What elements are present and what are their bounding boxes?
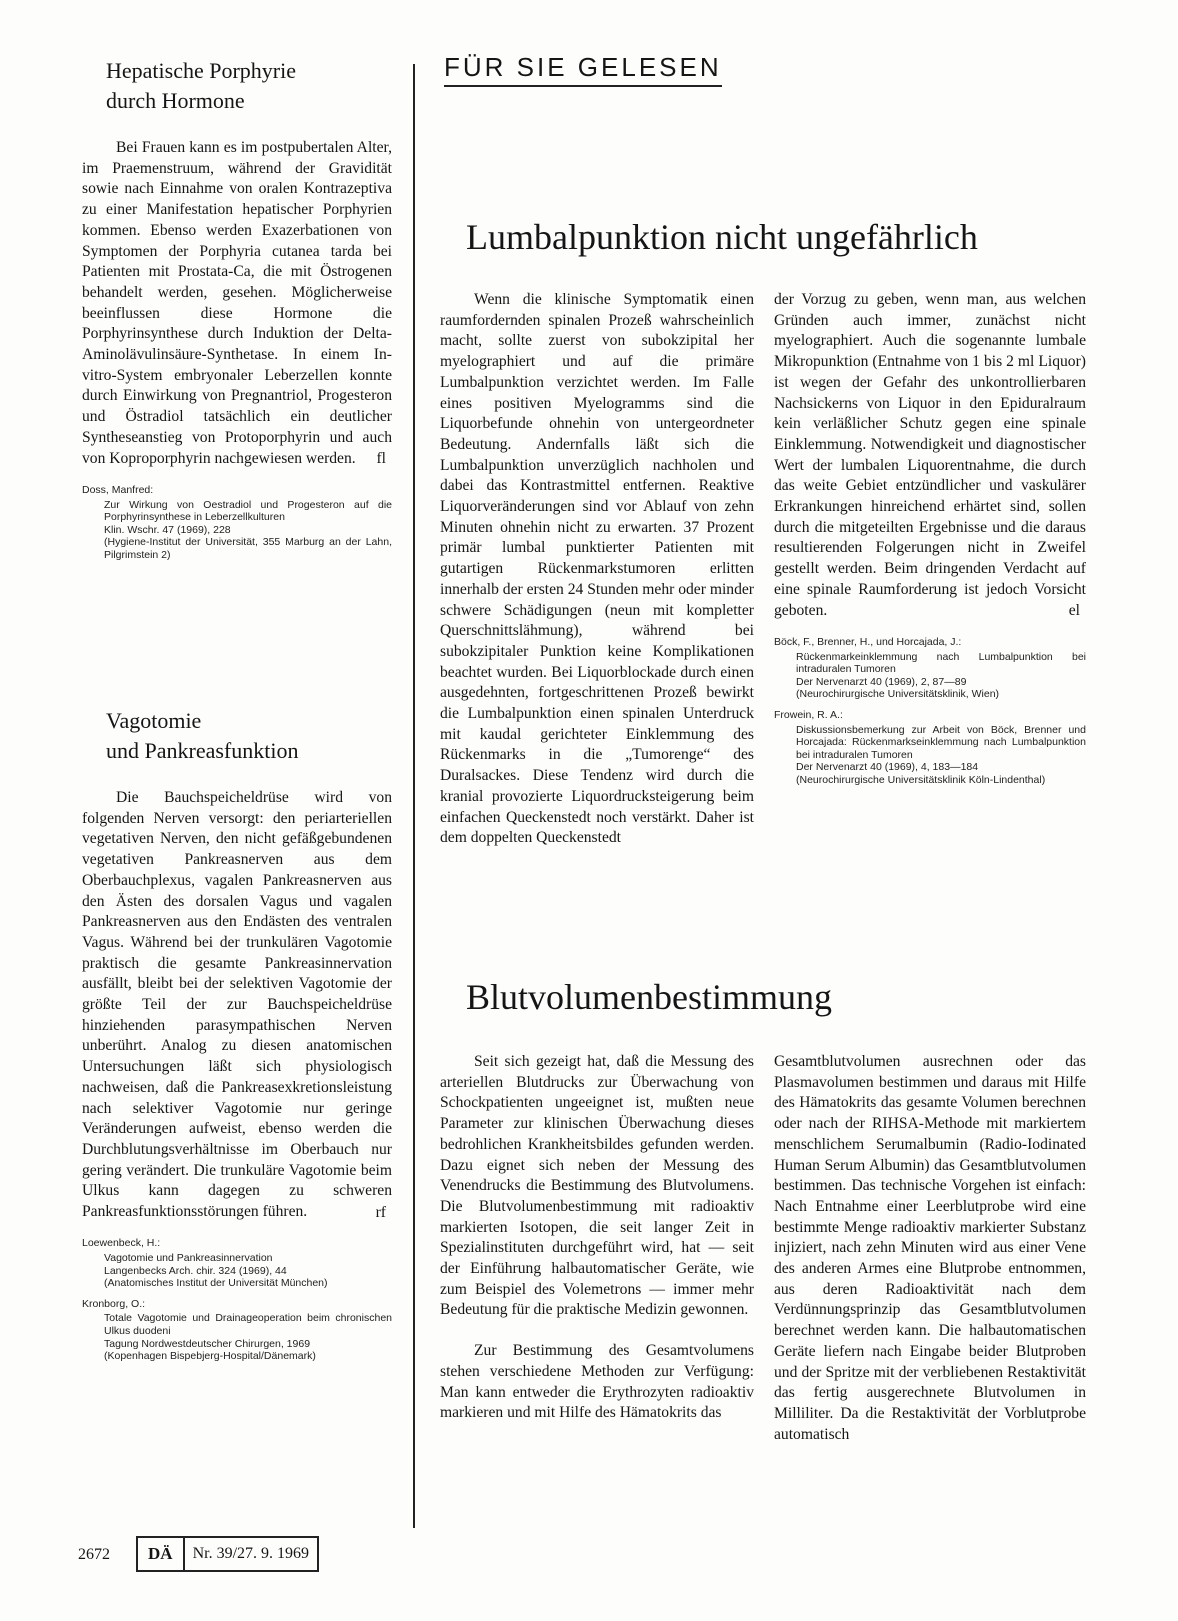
article-body-column xyxy=(440,290,754,849)
reference xyxy=(774,709,1086,787)
journal-box xyxy=(136,1536,319,1572)
references xyxy=(82,484,392,562)
journal-abbreviation: DÄ xyxy=(148,1544,173,1563)
reference-line: (Anatomisches Institut der Universität München) xyxy=(104,1277,328,1290)
author-initials: el xyxy=(1068,602,1080,620)
reference-author: Böck, F., Brenner, H., und Horcajada, J.: xyxy=(774,635,962,648)
references xyxy=(774,636,1086,787)
section-heading-underline xyxy=(444,85,722,87)
article-body xyxy=(774,290,1086,622)
article-body xyxy=(82,138,392,470)
paragraph: Bei Frauen kann es im postpubertalen Alter, im Praemenstruum, während der Gravidität sowie nach Einnahme von oralen Kontrazeptiva zu einer Manifestation hepatischer Porphyrien kommen. Ebenso werden Exazerbationen von Symptomen der Porphyria cutanea tarda bei Patienten mit Prostata-Ca, die mit Östrogenen behandelt werden, gesehen. Möglicherweise beeinflussen diese Hormone die Porphyrinsynthese durch Induktion der Delta-Aminolävulinsäure-Synthetase. In einem In-vitro-System embryonaler Leberzellen konnte durch Einwirkung von Pregnantriol, Progesteron und Östradiol tatsächlich ein deutlicher Syntheseanstieg von Protoporphyrin und auch von Koproporphyrin nachgewiesen werden. xyxy=(82,139,392,467)
title-line: Vagotomie xyxy=(106,708,202,733)
reference-line: Totale Vagotomie und Drainageoperation beim chronischen Ulkus duodeni xyxy=(104,1312,392,1338)
paragraph: Gesamtblutvolumen ausrechnen oder das Plasmavolumen bestimmen und daraus mit Hilfe des Hämatokrits das gesamte Volumen berechnen oder nach der RIHSA-Methode mit markiertem menschlichem Serumalbumin (Radio-Iodinated Human Serum Albumin) das Gesamtblutvolumen bestimmen. Das technische Vorgehen ist einfach: Nach Entnahme einer Leerblutprobe wird eine bestimmte Menge radioaktiv markierter Substanz injiziert, nach zehn Minuten wird aus einer Vene des anderen Armes eine Blutprobe entnommen, aus deren Radioaktivität nach dem Verdünnungsprinzip das Gesamtblutvolumen berechnet werden kann. Die halbautomatischen Geräte liefern nach Eingabe beider Blutproben und der Spritze mit der verbliebenen Restaktivität das fertig ausgerechnete Blutvolumen in Milliliter. Da die Restaktivität der Vorblutprobe automatisch xyxy=(774,1053,1086,1443)
paragraph: Zur Bestimmung des Gesamtvolumens stehen verschiedene Methoden zur Verfügung: Man kann entweder die Erythrozyten radioaktiv markieren und mit Hilfe des Hämatokrits das xyxy=(440,1342,754,1422)
reference-line: Klin. Wschr. 47 (1969), 228 xyxy=(104,523,231,536)
reference-line: Zur Wirkung von Oestradiol und Progesteron auf die Porphyrinsynthese in Leberzellkulturen xyxy=(104,498,392,524)
reference-line: (Neurochirurgische Universitätsklinik Köln-Lindenthal) xyxy=(796,773,1046,786)
reference xyxy=(82,484,392,562)
article-title: Lumbalpunktion nicht ungefährlich xyxy=(466,217,978,257)
author-initials: fl xyxy=(376,450,386,468)
reference-line: Diskussionsbemerkung zur Arbeit von Böck, Brenner und Horcajada: Rückenmarkseinklemmung nach Lumbalpunktion bei intraduralen Tumoren xyxy=(796,723,1086,761)
reference-author: Doss, Manfred: xyxy=(82,483,154,496)
reference-author: Loewenbeck, H.: xyxy=(82,1237,161,1250)
article-body-column xyxy=(774,290,1086,794)
issue-info: Nr. 39/27. 9. 1969 xyxy=(192,1545,310,1562)
reference-line: Rückenmarkeinklemmung nach Lumbalpunktion bei intraduralen Tumoren xyxy=(796,650,1086,676)
paragraph: der Vorzug zu geben, wenn man, aus welchen Gründen auch immer, zunächst nicht myelographiert. Auch die sogenannte lumbale Mikropunktion (Entnahme von 1 bis 2 ml Liquor) ist wegen der Gefahr des unkontrollierbaren Nachsickerns von Liquor in den Epiduralraum kein verläßlicher Schutz gegen eine spinale Einklemmung. Notwendigkeit und diagnostischer Wert der lumbalen Liquorentnahme, die durch das weite Gebiet entzündlicher und vaskulärer Erkrankungen hinreichend erhärtet sind, sollen durch die mitgeteilten Ergebnisse und die daraus resultierenden Folgerungen nicht in Zweifel gestellt werden. Beim dringenden Verdacht auf eine spinale Raumforderung ist jedoch Vorsicht geboten. xyxy=(774,291,1086,619)
column-divider xyxy=(413,64,415,1528)
paragraph: Die Bauchspeicheldrüse wird von folgenden Nerven versorgt: den periarteriellen vegetativen Nerven, den nicht gefäßgebundenen vegetativen Pankreasnerven aus dem Oberbauchplexus, vagalen Pankreasnerven aus den Ästen des dorsalen Vagus und vagalen Pankreasnerven aus den Endästen des ventralen Vagus. Während bei der trunkulären Vagotomie praktisch die gesamte Pankreasinnervation ausfällt, bleibt bei der selektiven Vagotomie der größte Teil der zur Bauchspeicheldrüse hinziehenden parasympathischen Nerven unberührt. Analog zu diesen anatomischen Untersuchungen läßt sich physiologisch nachweisen, daß die Pankreasexkretionsleistung nach selektiver Vagotomie nur geringe Veränderungen aufweist, ebenso werden die Durchblutungsverhältnisse im Oberbauch nur gering verändert. Die trunkuläre Vagotomie beim Ulkus kann dagegen zu schweren Pankreasfunktionsstörungen führen. xyxy=(82,789,392,1221)
section-heading xyxy=(444,52,722,87)
references xyxy=(82,1237,392,1362)
page-number: 2672 xyxy=(78,1546,110,1563)
title-line: durch Hormone xyxy=(106,88,245,113)
title-line: und Pankreasfunktion xyxy=(106,738,299,763)
article-body xyxy=(82,788,392,1223)
reference-author: Frowein, R. A.: xyxy=(774,708,843,721)
reference xyxy=(82,1298,392,1363)
article-vagotomie xyxy=(82,706,392,1371)
author-initials: rf xyxy=(375,1203,386,1221)
paragraph: Seit sich gezeigt hat, daß die Messung des arteriellen Blutdrucks zur Überwachung von Schockpatienten ungeeignet ist, mußten neue Parameter zur klinischen Überwachung dieses bedrohlichen Krankheitsbildes gefunden werden. Dazu eignet sich neben der Messung des Venendrucks die Bestimmung des Blutvolumens. Die Blutvolumenbestimmung mit radioaktiv markierten Isotopen, die seit langer Zeit in Spezialinstituten durchgeführt wird, hat — seit der Einführung halbautomatischer Geräte, wie zum Beispiel des Volemetrons — immer mehr Bedeutung für die praktische Medizin gewonnen. xyxy=(440,1053,754,1319)
article-title xyxy=(82,56,392,116)
article-title: Blutvolumenbestimmung xyxy=(466,977,832,1017)
article-title xyxy=(82,706,392,766)
reference xyxy=(774,636,1086,701)
reference-line: (Kopenhagen Bispebjerg-Hospital/Dänemark) xyxy=(104,1350,316,1363)
article-body-column xyxy=(440,1052,754,1424)
article-body-column xyxy=(774,1052,1086,1445)
reference-line: Der Nervenarzt 40 (1969), 2, 87—89 xyxy=(796,675,967,688)
article-porphyrie xyxy=(82,56,392,570)
reference-line: Vagotomie und Pankreasinnervation xyxy=(104,1252,273,1265)
section-heading-text: FÜR SIE GELESEN xyxy=(444,52,722,82)
paragraph: Wenn die klinische Symptomatik einen raumfordernden spinalen Prozeß wahrscheinlich macht, sollte zuerst von subokzipital her myelographiert und auf die primäre Lumbalpunktion verzichtet werden. Im Falle eines positiven Myelogramms sind die Liquorbefunde ohnehin von untergeordneter Bedeutung. Andernfalls läßt sich die Lumbalpunktion unverzüglich nachholen und dabei das Kontrastmittel entfernen. Reaktive Liquorveränderungen sind vor Ablauf von zehn Minuten ohnehin nicht zu erwarten. 37 Prozent primär lumbal punktierter Patienten mit gutartigen Rückenmarkstumoren erlitten innerhalb der ersten 24 Stunden mehr oder minder schwere Schädigungen (neun mit kompletter Querschnittslähmung), während bei subokzipitaler Punktion keine Komplikationen beachtet wurden. Bei Liquorblockade durch einen ausgedehnten, fortgeschrittenen Prozeß bewirkt die Lumbalpunktion einen spinalen Unterdruck mit kaudal gerichteter Einklemmung des Rückenmarks in die „Tumorenge“ des Duralsackes. Diese Tendenz wird durch die kranial provozierte Liquordrucksteigerung beim einfachen Queckenstedt noch verstärkt. Daher ist dem doppelten Queckenstedt xyxy=(440,291,754,847)
reference-author: Kronborg, O.: xyxy=(82,1297,146,1310)
title-line: Hepatische Porphyrie xyxy=(106,58,296,83)
reference-line: Langenbecks Arch. chir. 324 (1969), 44 xyxy=(104,1264,287,1277)
reference-line: Der Nervenarzt 40 (1969), 4, 183—184 xyxy=(796,761,979,774)
reference-line: (Hygiene-Institut der Universität, 355 Marburg an der Lahn, Pilgrimstein 2) xyxy=(104,536,392,561)
reference-line: (Neurochirurgische Universitätsklinik, Wien) xyxy=(796,688,1000,701)
reference-line: Tagung Nordwestdeutscher Chirurgen, 1969 xyxy=(104,1337,311,1350)
reference xyxy=(82,1237,392,1289)
